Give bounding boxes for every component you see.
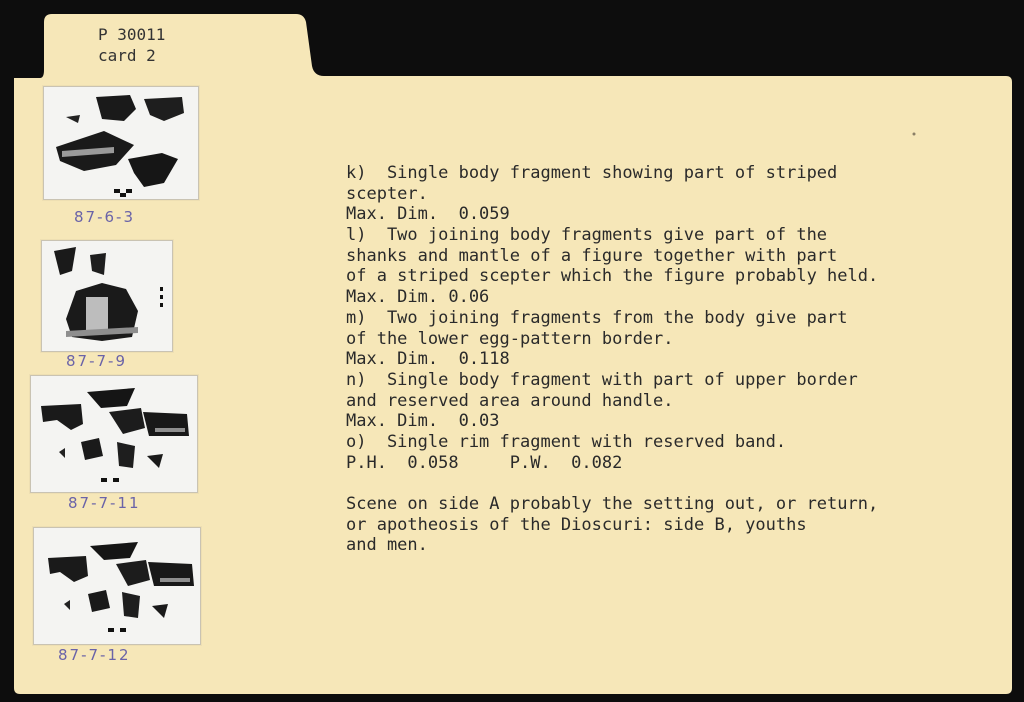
photo-2-label: 87-7-9 <box>66 352 127 370</box>
fragment-photo-3 <box>30 375 198 493</box>
card-number: card 2 <box>98 46 156 65</box>
card-tab-label <box>98 24 165 66</box>
photo-1-label: 87-6-3 <box>74 208 135 226</box>
text-line: l) Two joining body fragments give part of the <box>346 225 828 246</box>
text-line: n) Single body fragment with part of upper border <box>346 369 858 390</box>
fragment-photo-2 <box>41 240 173 352</box>
text-line: scepter. <box>346 183 428 204</box>
text-line: or apotheosis of the Dioscuri: side B, youths <box>346 514 807 535</box>
text-line: shanks and mantle of a figure together with part <box>346 245 838 266</box>
catalog-number: P 30011 <box>98 25 166 44</box>
text-line: P.H. 0.058 P.W. 0.082 <box>346 452 623 473</box>
text-line: and reserved area around handle. <box>346 390 674 411</box>
text-line: Max. Dim. 0.03 <box>346 411 500 432</box>
text-line: of the lower egg-pattern border. <box>346 328 674 349</box>
text-line: k) Single body fragment showing part of striped <box>346 163 838 183</box>
photo-4-label: 87-7-12 <box>58 646 131 664</box>
fragment-photo-1 <box>43 86 199 200</box>
text-line: and men. <box>346 535 428 556</box>
text-line <box>346 473 878 494</box>
text-line: o) Single rim fragment with reserved band. <box>346 431 787 452</box>
text-line: Scene on side A probably the setting out, or return, <box>346 494 879 514</box>
text-line: m) Two joining fragments from the body give part <box>346 307 848 328</box>
text-line: Max. Dim. 0.059 <box>346 204 510 225</box>
text-line: Max. Dim. 0.118 <box>346 349 510 370</box>
fragment-description <box>346 163 878 556</box>
text-line: Max. Dim. 0.06 <box>346 287 490 308</box>
fragment-photo-4 <box>33 527 201 645</box>
text-line: of a striped scepter which the figure probably held. <box>346 266 879 287</box>
photo-3-label: 87-7-11 <box>68 494 141 512</box>
